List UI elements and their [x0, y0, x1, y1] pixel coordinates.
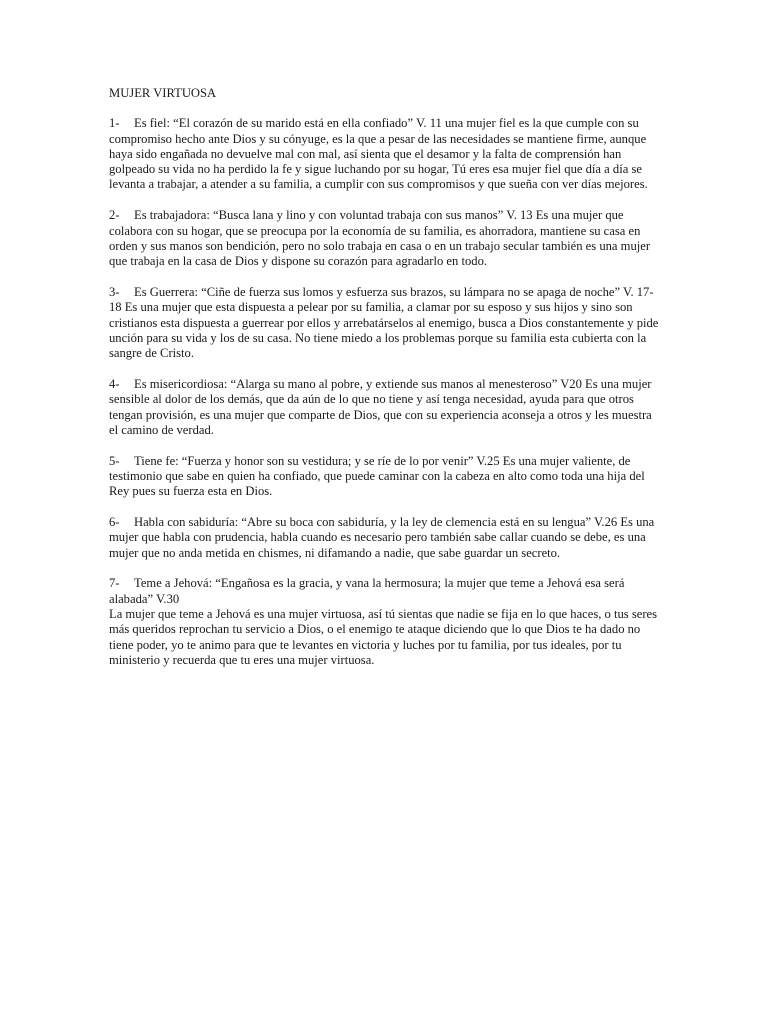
item-text: Es misericordiosa: “Alarga su mano al pobre, y extiende sus manos al menesteroso” V20 Es una mujer sensible al dolor de los demás, que da aún de lo que no tiene y así tenga necesidad, ayuda para que otros tengan provisión, es una mujer que comparte de Dios, que con su experiencia aconseja a otros y les muestra el camino de verdad. [109, 376, 652, 437]
list-item [109, 515, 661, 561]
item-text: Es Guerrera: “Ciñe de fuerza sus lomos y esfuerza sus brazos, su lámpara no se apaga de noche” V. 17-18 Es una mujer que esta dispuesta a pelear por su familia, a clamar por su esposo y sus hijos y sino son cristianos esta dispuesta a guerrear por ellos y arrebatárselos al enemigo, busca a Dios constantemente y pide unción para su vida y los de su casa. No tiene miedo a los problemas porque su familia esta cubierta con la sangre de Cristo. [109, 284, 659, 361]
item-text: Teme a Jehová: “Engañosa es la gracia, y vana la hermosura; la mujer que teme a Jehová esa será alabada” V.30 [109, 576, 625, 606]
document-title: MUJER VIRTUOSA [109, 86, 217, 100]
list-item [109, 576, 661, 607]
item-number: 4- [109, 376, 120, 391]
item-number: 3- [109, 284, 120, 299]
item-number: 6- [109, 515, 120, 530]
item-number: 7- [109, 576, 120, 591]
item-text: Es fiel: “El corazón de su marido está en ella confiado” V. 11 una mujer fiel es la que cumple con su compromiso hecho ante Dios y su cónyuge, es la que a pesar de las necesidades se mantiene firme, aunque haya sido engañada no devuelve mal con mal, así sienta que el desamor y la falta de comprensión han golpeado su vida no ha perdido la fe y sigue luchando por su hogar, Tú eres esa mujer fiel que día a día se levanta a trabajar, a atender a su familia, a cumplir con sus compromisos y que sueña con ver días mejores. [109, 116, 648, 192]
item-text: Es trabajadora: “Busca lana y lino y con voluntad trabaja con sus manos” V. 13 Es una mujer que colabora con su hogar, que se preocupa por la economía de su familia, es ahorradora, mantiene su casa en orden y sus manos son bendición, pero no solo trabaja en casa o en un trabajo secular también es una mujer que trabaja en la casa de Dios y dispone su corazón para agradarlo en todo. [109, 208, 651, 269]
list-item [109, 116, 661, 192]
document-page [109, 86, 661, 668]
item-number: 5- [109, 453, 120, 468]
list-item [109, 285, 661, 361]
item-text: Habla con sabiduría: “Abre su boca con sabiduría, y la ley de clemencia está en su lengua” V.26 Es una mujer que habla con prudencia, habla cuando es necesario pero también sabe callar cuando se debe, es una mujer que no anda metida en chismes, ni difamando a nadie, que sabe guardar un secreto. [109, 515, 655, 560]
list-item [109, 377, 661, 438]
item-number: 1- [109, 116, 120, 131]
closing-paragraph: La mujer que teme a Jehová es una mujer virtuosa, así tú sientas que nadie se fija en lo que haces, o tus seres más queridos reprochan tu servicio a Dios, o el enemigo te ataque diciendo que lo que Dios te ha dado no tiene poder, yo te animo para que te levantes en victoria y luches por tu familia, por tus ideales, por tu ministerio y recuerda que tu eres una mujer virtuosa. [109, 607, 658, 667]
item-text: Tiene fe: “Fuerza y honor son su vestidura; y se ríe de lo por venir” V.25 Es una mujer valiente, de testimonio que sabe en quien ha confiado, que puede caminar con la cabeza en alto como toda una hija del Rey pues su fuerza esta en Dios. [109, 453, 645, 499]
list-item [109, 454, 661, 500]
list-item [109, 208, 661, 269]
item-number: 2- [109, 208, 120, 223]
